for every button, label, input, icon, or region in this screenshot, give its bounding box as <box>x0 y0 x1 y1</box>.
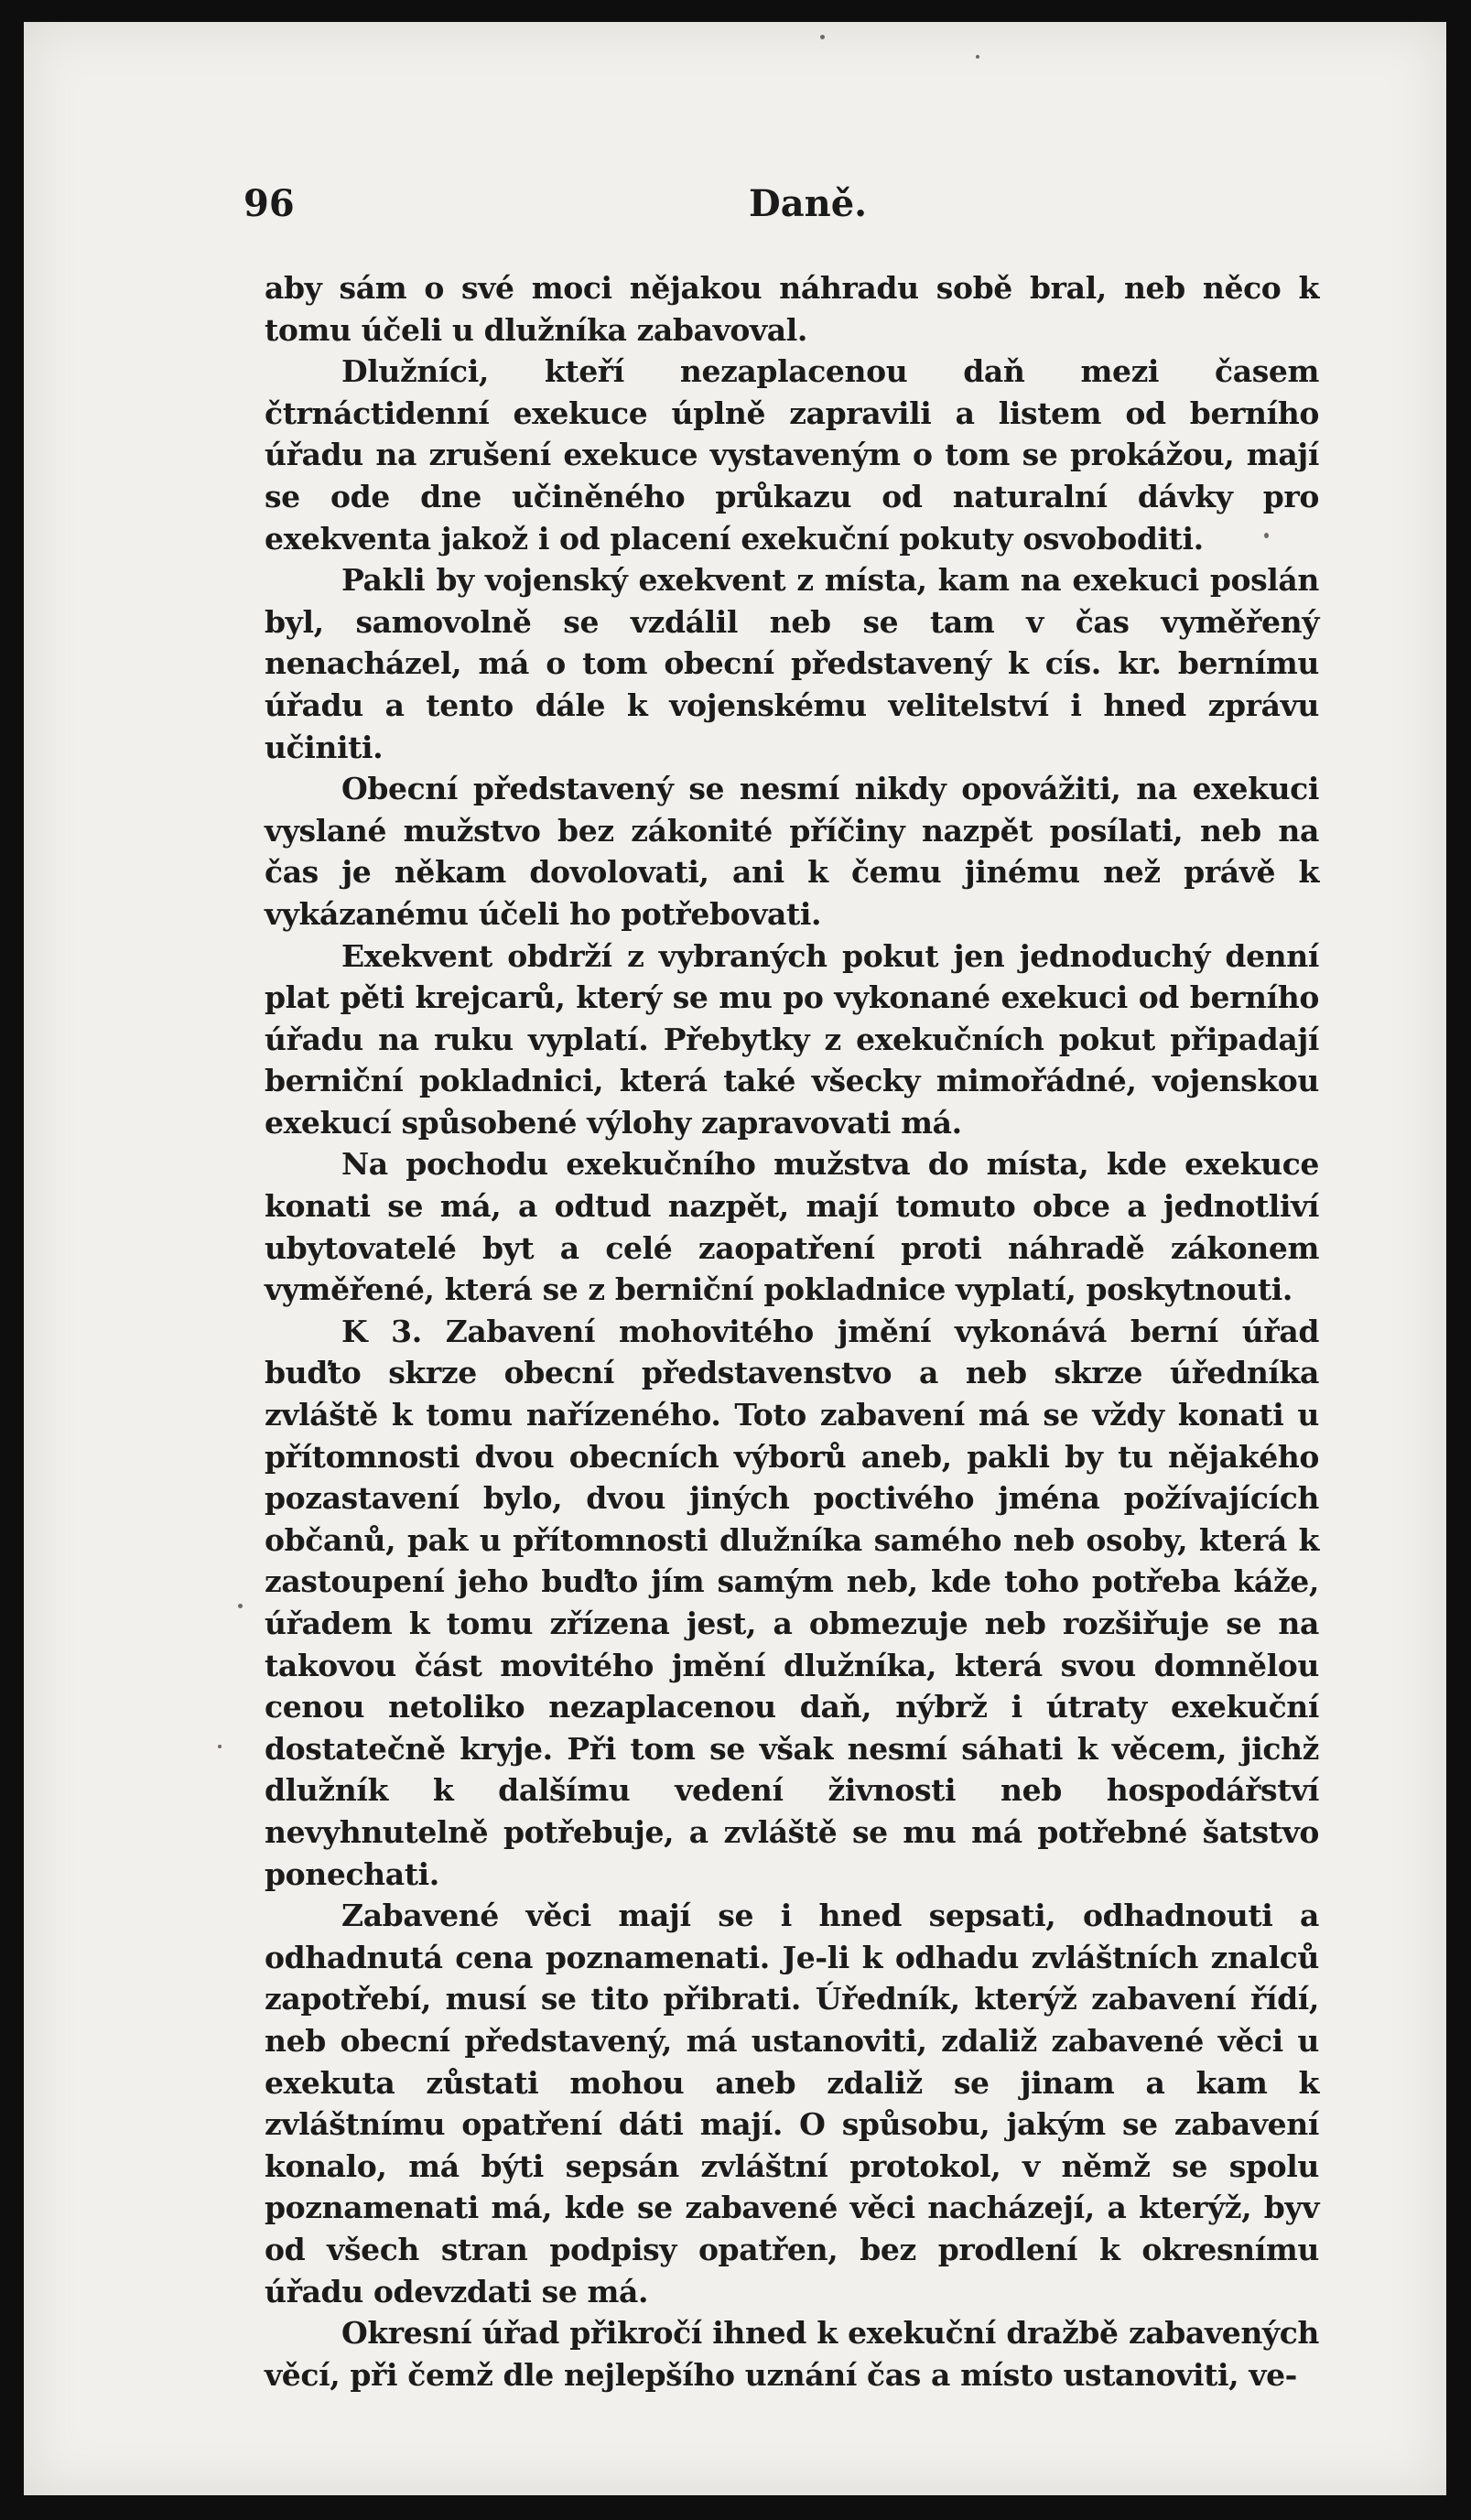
paragraph-military-executor: Pakli by vojenský exekvent z místa, kam na exekuci poslán byl, samovolně se vzdálil neb se tam v čas vyměřený nenacházel, má o tom obecní představený k cís. kr. bernímu úřadu a tento dále k vojenskému velitelství i hned zprávu učiniti. <box>265 562 1319 765</box>
paragraph-executor-pay: Exekvent obdrží z vybraných pokut jen jednoduchý denní plat pěti krejcarů, který se mu po vykonané exekuci od berního úřadu na ruku vyplatí. Přebytky z exekučních pokut připadají berniční pokladnici, která také všecky mimořádné, vojenskou exekucí spůsobené výlohy zapravovati má. <box>265 937 1319 1141</box>
print-speck <box>218 1745 222 1748</box>
paragraph-continuation: aby sám o své moci nějakou náhradu sobě bral, neb něco k tomu účeli u dlužníka zabavoval. <box>265 270 1319 348</box>
print-speck <box>820 35 825 39</box>
paragraph-district-auction: Okresní úřad přikročí ihned k exekuční dražbě zabavených věcí, při čemž dle nejlepšího uznání čas a místo ustanoviti, ve- <box>265 2315 1319 2393</box>
paragraph-seizure-section-3: K 3. Zabavení mohovitého jmění vykonává berní úřad buďto skrze obecní představenstvo a neb skrze úředníka zvláště k tomu nařízeného. Toto zabavení má se vždy konati u přítomnosti dvou obecních výborů aneb, pakli by tu nějakého pozastavení bylo, dvou jiných poctivého jména požívajících občanů, pak u přítomnosti dlužníka samého neb osoby, která k zastoupení jeho buďto jím samým neb, kde toho potřeba káže, úřadem k tomu zřízena jest, a obmezuje neb rozšiřuje se na takovou část movitého jmění dlužníka, která svou domnělou cenou netoliko nezaplacenou daň, nýbrž i útraty exekuční dostatečně kryje. Při tom se však nesmí sáhati k věcem, jichž dlužník k dalšímu vedení živnosti neb hospodářství nevyhnutelně potřebuje, a zvláště se mu má potřebné šatstvo ponechati. <box>265 1313 1319 1892</box>
paragraph-seized-items-record: Zabavené věci mají se i hned sepsati, odhadnouti a odhadnutá cena poznamenati. Je-li k odhadu zvláštních znalců zapotřebí, musí se tito přibrati. Úředník, kterýž zabavení řídí, neb obecní představený, má ustanoviti, zdaliž zabavené věci u exekuta zůstati mohou aneb zdaliž se jinam a kam k zvláštnímu opatření dáti mají. O spůsobu, jakým se zabavení konalo, má býti sepsán zvláštní protokol, v němž se spolu poznamenati má, kde se zabavené věci nacházejí, a kterýž, byv od všech stran podpisy opatřen, bez prodlení k okresnímu úřadu odevzdati se má. <box>265 1898 1319 2309</box>
print-speck <box>976 55 979 59</box>
book-page <box>24 22 1446 2495</box>
running-title: Daně. <box>749 182 868 225</box>
page-number: 96 <box>243 182 295 225</box>
paragraph-mayor-duty: Obecní představený se nesmí nikdy opovážiti, na exekuci vyslané mužstvo bez zákonité příčiny nazpět posílati, neb na čas je někam dovolovati, ani k čemu jinému než právě k vykázanému účeli ho potřebovati. <box>265 771 1319 932</box>
print-speck <box>1264 533 1269 538</box>
page-header <box>243 182 1324 237</box>
print-speck <box>238 1604 243 1608</box>
body-text <box>265 267 1319 2396</box>
paragraph-march-lodging: Na pochodu exekučního mužstva do místa, kde exekuce konati se má, a odtud nazpět, mají tomuto obce a jednotliví ubytovatelé byt a celé zaopatření proti náhradě zákonem vyměřené, která se z berniční pokladnice vyplatí, poskytnouti. <box>265 1146 1319 1308</box>
paragraph-debtors-release: Dlužníci, kteří nezaplacenou daň mezi časem čtrnáctidenní exekuce úplně zapravili a listem od berního úřadu na zrušení exekuce vystaveným o tom se prokážou, mají se ode dne učiněného průkazu od naturalní dávky pro exekventa jakož i od placení exekuční pokuty osvoboditi. <box>265 353 1319 557</box>
